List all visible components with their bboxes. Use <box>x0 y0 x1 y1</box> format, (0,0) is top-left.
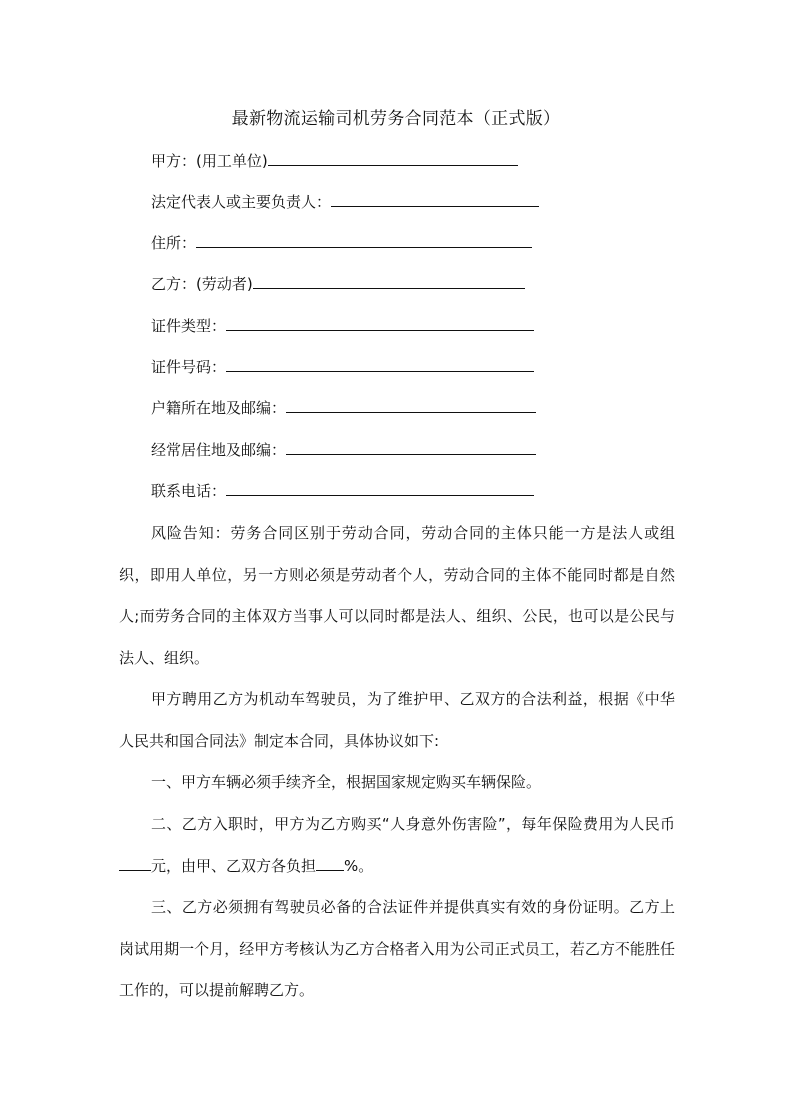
clause-2-text-2: 元，由甲、乙双方各负担 <box>151 856 317 875</box>
intro-paragraph: 甲方聘用乙方为机动车驾驶员，为了维护甲、乙双方的合法利益，根据《中华人民共和国合同法》制定本合同，具体协议如下: <box>119 690 675 750</box>
clause-2-text-3: %。 <box>344 856 374 875</box>
household-address-blank[interactable] <box>286 397 536 413</box>
party-a-field <box>151 150 518 172</box>
clause-2-paragraph <box>119 804 675 887</box>
residence-address-label: 经常居住地及邮编： <box>151 441 287 459</box>
residence-address-blank[interactable] <box>286 439 536 455</box>
insurance-amount-blank[interactable] <box>119 856 151 871</box>
document-title: 最新物流运输司机劳务合同范本（正式版） <box>231 109 561 129</box>
legal-representative-label: 法定代表人或主要负责人： <box>151 193 332 211</box>
phone-blank[interactable] <box>226 480 534 496</box>
party-a-blank[interactable] <box>268 150 518 166</box>
id-type-label: 证件类型： <box>151 317 227 335</box>
party-a-label: 甲方：(用工单位) <box>151 152 268 170</box>
legal-representative-blank[interactable] <box>331 191 539 207</box>
risk-notice-paragraph: 风险告知：劳务合同区别于劳动合同，劳动合同的主体只能一方是法人或组织，即用人单位，另一方则必须是劳动者个人，劳动合同的主体不能同时都是自然人;而劳务合同的主体双方当事人可以同时都是法人、组织、公民，也可以是公民与法人、组织。 <box>119 524 675 667</box>
address-blank[interactable] <box>196 232 532 248</box>
party-b-blank[interactable] <box>253 273 525 289</box>
address-field <box>151 232 532 254</box>
legal-representative-field <box>151 191 539 213</box>
phone-label: 联系电话： <box>151 482 227 500</box>
clause-2-text-1: 二、乙方入职时，甲方为乙方购买“人身意外伤害险”，每年保险费用为人民币 <box>151 815 675 833</box>
clause-3-paragraph: 三、乙方必须拥有驾驶员必备的合法证件并提供真实有效的身份证明。乙方上岗试用期一个月，经甲方考核认为乙方合格者入用为公司正式员工，若乙方不能胜任工作的，可以提前解聘乙方。 <box>119 898 675 999</box>
clause-1-paragraph: 一、甲方车辆必须手续齐全，根据国家规定购买车辆保险。 <box>151 773 542 791</box>
household-address-label: 户籍所在地及邮编： <box>151 399 287 417</box>
address-label: 住所： <box>151 234 197 252</box>
phone-field <box>151 480 534 502</box>
id-number-label: 证件号码： <box>151 358 227 376</box>
party-b-field <box>151 273 525 295</box>
id-number-field <box>151 356 534 378</box>
id-number-blank[interactable] <box>226 356 534 372</box>
share-percent-blank[interactable] <box>316 856 344 871</box>
party-b-label: 乙方：(劳动者) <box>151 275 253 293</box>
household-address-field <box>151 397 536 419</box>
residence-address-field <box>151 439 536 461</box>
id-type-field <box>151 315 534 337</box>
id-type-blank[interactable] <box>226 315 534 331</box>
